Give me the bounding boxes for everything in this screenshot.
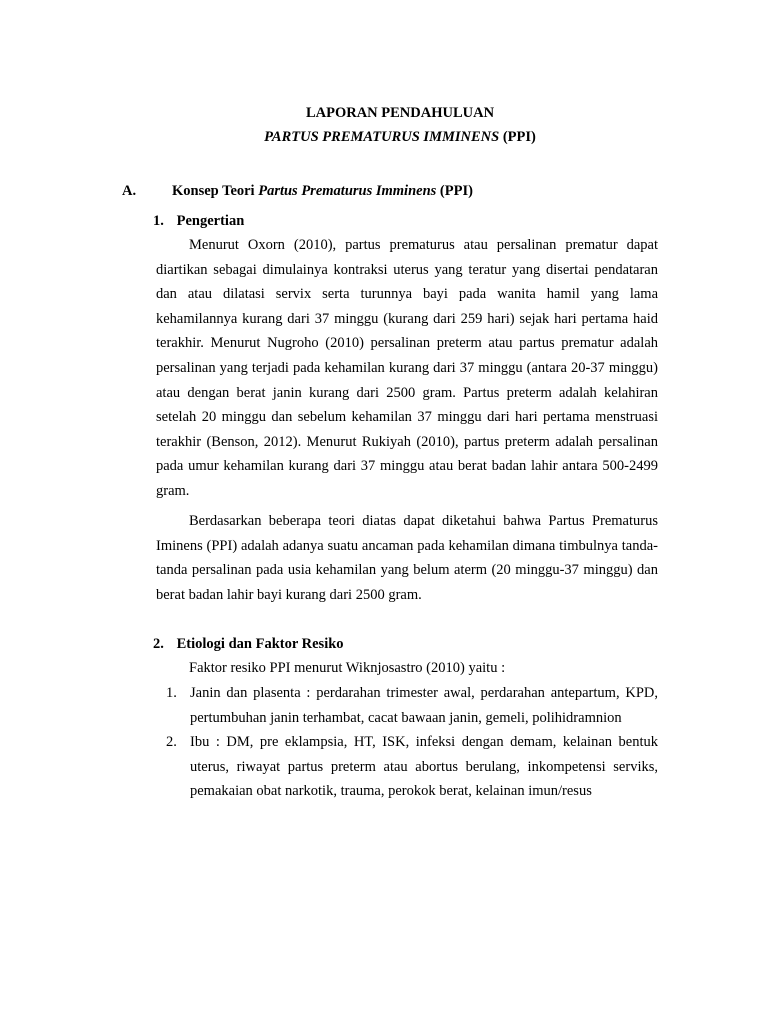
paragraph-conclusion: Berdasarkan beberapa teori diatas dapat diketahui bahwa Partus Prematurus Iminens (PPI) adalah adanya suatu ancaman pada kehamilan dimana timbulnya tanda-tanda persalinan pada usia kehamilan yang belum aterm (20 minggu-37 minggu) dan berat badan lahir bayi kurang dari 2500 gram. <box>156 513 658 603</box>
list-item <box>0 730 768 804</box>
list-item-text: Janin dan plasenta : perdarahan trimester awal, perdarahan antepartum, KPD, pertumbuhan janin terhambat, cacat bawaan janin, gemeli, polihidramnion <box>190 685 658 726</box>
paragraph-definition: Menurut Oxorn (2010), partus prematurus atau persalinan prematur dapat diartikan sebagai dimulainya kontraksi uterus yang teratur yang disertai pendataran dan atau dilatasi servix serta turunnya bayi pada wanita hamil yang lama kehamilannya kurang dari 37 minggu (kurang dari 259 hari) sejak hari pertama haid terakhir. Menurut Nugroho (2010) persalinan preterm atau partus prematur adalah persalinan yang terjadi pada kehamilan kurang dari 37 minggu (antara 20-37 minggu) atau dengan berat janin kurang dari 2500 gram. Partus preterm adalah kelahiran setelah 20 minggu dan sebelum kehamilan 37 minggu dari hari pertama menstruasi terakhir (Benson, 2012). Menurut Rukiyah (2010), partus preterm adalah persalinan pada umur kehamilan kurang dari 37 minggu atau berat badan lahir antara 500-2499 gram. <box>156 237 658 499</box>
subtitle-italic: PARTUS PREMATURUS IMMINENS <box>264 129 500 145</box>
document-subtitle <box>0 128 768 146</box>
subsection-1-title: Pengertian <box>176 213 245 229</box>
risk-factors-list <box>0 681 768 804</box>
list-item-marker: 1. <box>166 685 177 701</box>
list-item-text: Ibu : DM, pre eklampsia, HT, ISK, infeksi dengan demam, kelainan bentuk uterus, riwayat partus preterm atau abortus berulang, inkompetensi serviks, pemakaian obat narkotik, trauma, perokok berat, kelainan imun/resus <box>190 734 658 800</box>
subtitle-suffix: (PPI) <box>499 129 536 145</box>
subsection-2-number: 2. <box>153 636 164 652</box>
title-line-1: LAPORAN PENDAHULUAN <box>305 105 495 121</box>
subsection-1-heading <box>153 212 244 230</box>
document-title <box>0 104 768 122</box>
section-a-prefix: Konsep Teori <box>172 183 259 199</box>
list-item <box>0 681 768 730</box>
subsection-2-title: Etiologi dan Faktor Resiko <box>176 636 344 652</box>
list-item-marker: 2. <box>166 734 177 751</box>
risk-factors-intro: Faktor resiko PPI menurut Wiknjosastro (2010) yaitu : <box>189 660 506 676</box>
section-a-italic: Partus Prematurus Imminens <box>258 183 437 199</box>
subsection-2-heading <box>153 635 344 653</box>
section-a-heading <box>122 182 473 200</box>
section-a-letter: A. <box>122 183 137 199</box>
subsection-1-number: 1. <box>153 213 164 229</box>
section-a-suffix: (PPI) <box>436 183 473 199</box>
